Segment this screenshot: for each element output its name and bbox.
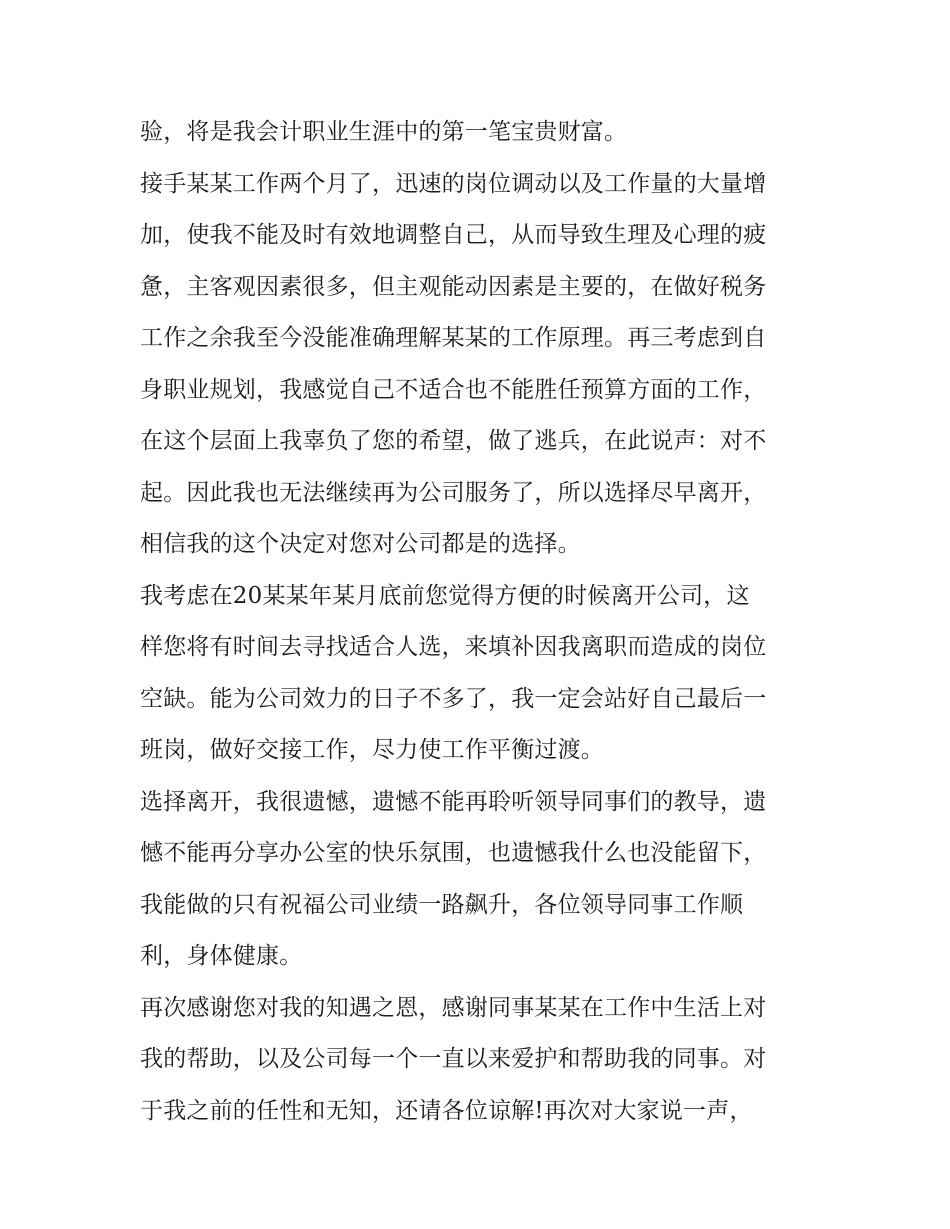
text-line: 在这个层面上我辜负了您的希望，做了逃兵，在此说声：对不 xyxy=(140,428,767,454)
text-line: 相信我的这个决定对您对公司都是的选择。 xyxy=(140,531,581,557)
text-line: 空缺。能为公司效力的日子不多了，我一定会站好自己最后一 xyxy=(140,685,767,712)
text-line: 接手某某工作两个月了，迅速的岗位调动以及工作量的大量增 xyxy=(140,170,767,197)
text-line: 样您将有时间去寻找适合人选，来填补因我离职而造成的岗位 xyxy=(140,634,767,660)
text-line: 加，使我不能及时有效地调整自己，从而导致生理及心理的疲 xyxy=(140,222,767,248)
text-line: 我能做的只有祝福公司业绩一路飙升，各位领导同事工作顺 xyxy=(140,891,744,918)
text-line: 再次感谢您对我的知遇之恩，感谢同事某某在工作中生活上对 xyxy=(140,994,767,1021)
body-text xyxy=(140,107,830,1137)
text-line: 身职业规划，我感觉自己不适合也不能胜任预算方面的工作， xyxy=(140,376,767,403)
text-line: 验，将是我会计职业生涯中的第一笔宝贵财富。 xyxy=(140,119,628,145)
text-line: 起。因此我也无法继续再为公司服务了，所以选择尽早离开， xyxy=(140,479,767,506)
text-line: 于我之前的任性和无知，还请各位谅解!再次对大家说一声， xyxy=(140,1097,753,1124)
text-line: 憾不能再分享办公室的快乐氛围，也遗憾我什么也没能留下， xyxy=(140,840,767,866)
text-line: 我考虑在20某某年某月底前您觉得方便的时候离开公司，这 xyxy=(140,582,750,609)
text-line: 我的帮助，以及公司每一个一直以来爱护和帮助我的同事。对 xyxy=(140,1046,767,1072)
text-line: 惫，主客观因素很多，但主观能动因素是主要的，在做好税务 xyxy=(140,273,767,300)
text-line: 班岗，做好交接工作，尽力使工作平衡过渡。 xyxy=(140,737,604,763)
text-line: 利，身体健康。 xyxy=(140,943,303,969)
text-line: 工作之余我至今没能准确理解某某的工作原理。再三考虑到自 xyxy=(140,325,767,351)
text-line: 选择离开，我很遗憾，遗憾不能再聆听领导同事们的教导，遗 xyxy=(140,788,767,815)
